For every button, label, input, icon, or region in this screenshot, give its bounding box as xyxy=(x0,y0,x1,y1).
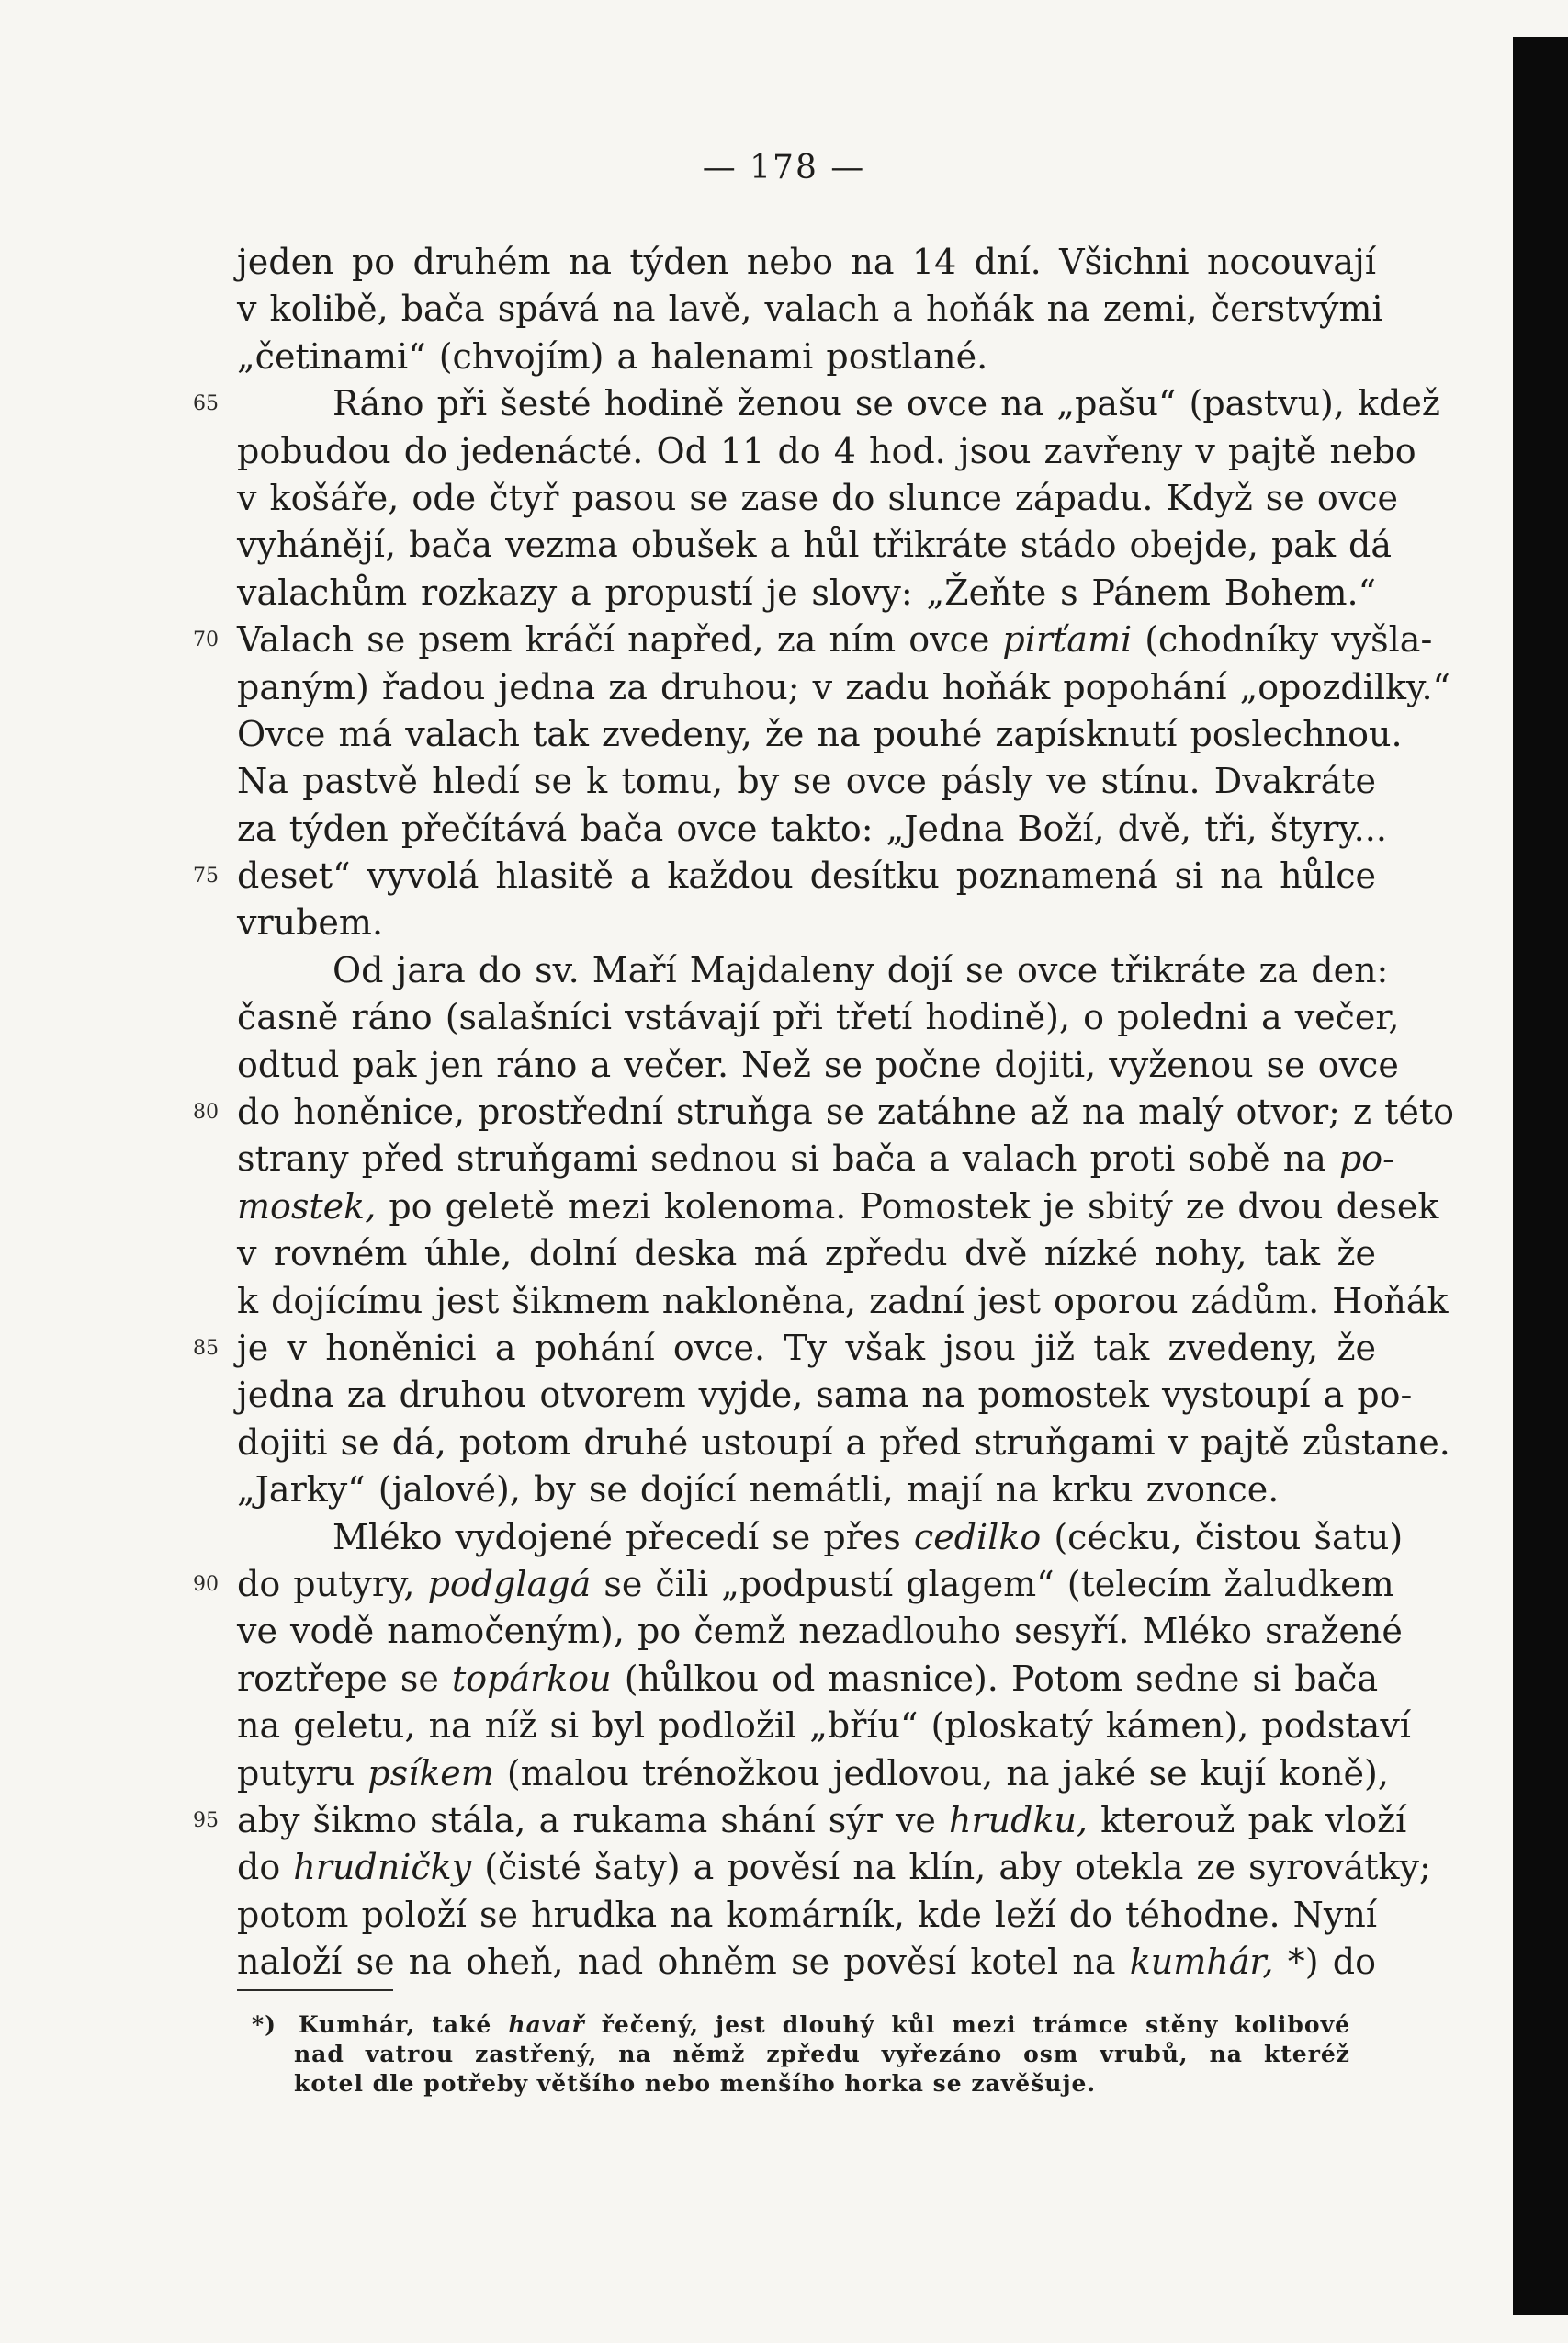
scan-dark-edge xyxy=(1513,37,1568,2315)
text-run: aby šikmo stála, a rukama shání sýr ve xyxy=(237,1799,949,1840)
text-line xyxy=(193,617,1433,663)
text-line xyxy=(237,239,1376,286)
text-run: paným) řadou jedna za druhou; v zadu hoňák popohání „opozdilky.“ xyxy=(237,666,1450,707)
text-run: (čisté šaty) a pověsí na klín, aby otekla ze syrovátky; xyxy=(471,1847,1431,1888)
text-run: za týden přečítává bača ovce takto: „Jedna Boží, dvě, tři, štyry... xyxy=(237,808,1387,849)
text-line xyxy=(237,475,1398,522)
text-run: vrubem. xyxy=(237,902,384,944)
italic-term: kumhár, xyxy=(1129,1941,1274,1983)
line-number: 75 xyxy=(193,865,219,889)
text-run: (hůlkou od masnice). Potom sedne si bača xyxy=(611,1658,1379,1699)
text-line xyxy=(237,428,1416,475)
text-line xyxy=(237,1892,1376,1939)
text-run: odtud pak jen ráno a večer. Než se počne dojiti, vyženou se ovce xyxy=(237,1044,1399,1085)
text-line xyxy=(237,664,1450,711)
text-line xyxy=(237,900,1376,946)
page-number: — 178 — xyxy=(702,149,866,187)
text-line xyxy=(237,1183,1439,1230)
text-run: časně ráno (salašníci vstávají při třetí hodině), o poledni a večer, xyxy=(237,997,1400,1038)
line-number: 70 xyxy=(193,628,219,652)
text-run: v kolibě, bača spává na lavě, valach a hoňák na zemi, čerstvými xyxy=(237,289,1383,330)
text-line xyxy=(193,1797,1407,1844)
italic-term: havař xyxy=(508,2011,585,2038)
text-line xyxy=(193,1089,1455,1136)
text-line xyxy=(237,522,1393,569)
text-run: (chodníky vyšla- xyxy=(1132,619,1433,661)
text-line xyxy=(237,1750,1389,1797)
text-line xyxy=(193,1325,1376,1372)
line-number: 80 xyxy=(193,1101,219,1125)
text-line xyxy=(237,1230,1376,1277)
text-line xyxy=(237,994,1400,1041)
footnote-line xyxy=(294,2069,1350,2099)
italic-term: po- xyxy=(1338,1138,1394,1180)
text-run: je v honěnici a pohání ovce. Ty však jsou již tak zvedeny, že xyxy=(237,1327,1376,1368)
text-line xyxy=(237,1703,1411,1749)
footnote-block xyxy=(252,2010,1351,2099)
italic-term: psíkem xyxy=(367,1752,494,1794)
text-line xyxy=(193,1561,1394,1608)
italic-term: cedilko xyxy=(913,1516,1042,1557)
text-run: vyhánějí, bača vezma obušek a hůl třikráte stádo obejde, pak dá xyxy=(237,525,1393,566)
line-number: 90 xyxy=(193,1572,219,1596)
line-number: 85 xyxy=(193,1336,219,1360)
footnote-line xyxy=(252,2010,1351,2040)
text-run: strany před struňgami sednou si bača a valach proti sobě na xyxy=(237,1138,1339,1180)
text-line xyxy=(193,380,1440,427)
text-run: (malou trénožkou jedlovou, na jaké se kují koně), xyxy=(493,1752,1389,1794)
text-line xyxy=(237,711,1403,758)
text-run: do xyxy=(237,1847,294,1888)
text-line xyxy=(237,758,1376,805)
footnote-rule xyxy=(237,1989,393,1991)
text-line xyxy=(237,1608,1403,1655)
text-line xyxy=(237,1136,1394,1183)
text-line xyxy=(237,1042,1399,1089)
text-run: kotel dle potřeby většího nebo menšího horka se zavěšuje. xyxy=(294,2070,1097,2097)
text-run: se čili „podpustí glagem“ (telecím žaludkem xyxy=(591,1563,1394,1604)
italic-term: podglagá xyxy=(427,1563,592,1604)
text-run: na geletu, na níž si byl podložil „bříu“ (ploskatý kámen), podstaví xyxy=(237,1705,1411,1747)
text-run: deset“ vyvolá hlasitě a každou desítku poznamená si na hůlce xyxy=(237,855,1376,897)
line-number: 65 xyxy=(193,392,219,416)
text-run: potom položí se hrudka na komárník, kde leží do téhodne. Nyní xyxy=(237,1894,1377,1935)
text-line xyxy=(237,1844,1431,1891)
text-run: roztřepe se xyxy=(237,1658,452,1699)
text-run: řečený, jest dlouhý kůl mezi trámce stěny kolibové xyxy=(584,2011,1351,2038)
text-line xyxy=(237,570,1376,617)
text-run: naloží se na oheň, nad ohněm se pověsí kotel na xyxy=(237,1941,1130,1983)
italic-term: hrudku, xyxy=(949,1799,1089,1840)
text-run: putyru xyxy=(237,1752,368,1794)
text-run: po geletě mezi kolenoma. Pomostek je sbitý ze dvou desek xyxy=(376,1185,1439,1227)
text-run: k dojícímu jest šikmem nakloněna, zadní jest oporou zádům. Hoňák xyxy=(237,1280,1449,1321)
text-line xyxy=(237,1372,1413,1419)
text-line xyxy=(237,1278,1449,1325)
line-number: 95 xyxy=(193,1808,219,1832)
text-run: do putyry, xyxy=(237,1563,428,1604)
text-line xyxy=(237,947,1389,994)
text-line xyxy=(237,334,1376,380)
italic-term: pirťami xyxy=(1002,619,1133,661)
text-run: Ráno při šesté hodině ženou se ovce na „pašu“ (pastvu), kdež xyxy=(333,383,1440,424)
text-run: pobudou do jedenácté. Od 11 do 4 hod. jsou zavřeny v pajtě nebo xyxy=(237,430,1416,471)
text-run: „četinami“ (chvojím) a halenami postlané. xyxy=(237,335,988,377)
text-line xyxy=(237,1514,1404,1561)
text-run: valachům rozkazy a propustí je slovy: „Žeňte s Pánem Bohem.“ xyxy=(237,572,1376,613)
text-line xyxy=(237,1939,1376,1986)
italic-term: mostek, xyxy=(237,1185,377,1227)
footnote-line xyxy=(294,2040,1350,2069)
text-line xyxy=(237,1656,1379,1703)
text-run: jeden po druhém na týden nebo na 14 dní. Všichni nocouvají xyxy=(237,242,1376,282)
text-line xyxy=(237,806,1387,853)
text-line xyxy=(193,853,1376,900)
text-run: (cécku, čistou šatu) xyxy=(1041,1516,1404,1557)
italic-term: hrudničky xyxy=(293,1847,472,1888)
text-run: nad vatrou zastřený, na němž zpředu vyřezáno osm vrubů, na kteréž xyxy=(294,2041,1350,2067)
text-line xyxy=(237,1420,1450,1466)
text-run: Valach se psem kráčí napřed, za ním ovce xyxy=(237,619,1003,661)
text-run: dojiti se dá, potom druhé ustoupí a před struňgami v pajtě zůstane. xyxy=(237,1421,1450,1463)
text-run: v košáře, ode čtyř pasou se zase do slunce západu. Když se ovce xyxy=(237,477,1398,518)
text-run: kterouž pak vloží xyxy=(1088,1799,1407,1840)
text-run: Mléko vydojené přecedí se přes xyxy=(333,1516,914,1557)
text-run: Na pastvě hledí se k tomu, by se ovce pásly ve stínu. Dvakráte xyxy=(237,761,1376,802)
text-run: Ovce má valach tak zvedeny, že na pouhé zapísknutí poslechnou. xyxy=(237,713,1403,754)
text-run: do honěnice, prostřední struňga se zatáhne až na malý otvor; z této xyxy=(237,1092,1455,1133)
text-run: v rovném úhle, dolní deska má zpředu dvě nízké nohy, tak že xyxy=(237,1233,1376,1274)
text-run: Kumhár, také xyxy=(299,2011,509,2038)
text-run: „Jarky“ (jalové), by se dojící nemátli, mají na krku zvonce. xyxy=(237,1469,1280,1511)
text-run: ve vodě namočeným), po čemž nezadlouho sesyří. Mléko sražené xyxy=(237,1611,1403,1652)
text-run: jedna za druhou otvorem vyjde, sama na pomostek vystoupí a po- xyxy=(237,1375,1413,1416)
italic-term: topárkou xyxy=(451,1658,612,1699)
footnote-marker: *) xyxy=(252,2011,276,2038)
body-text xyxy=(193,239,1455,1986)
text-line xyxy=(237,1466,1376,1513)
text-line xyxy=(237,286,1383,333)
text-run: *) do xyxy=(1273,1941,1377,1983)
text-run: Od jara do sv. Maří Majdaleny dojí se ovce třikráte za den: xyxy=(333,949,1389,990)
